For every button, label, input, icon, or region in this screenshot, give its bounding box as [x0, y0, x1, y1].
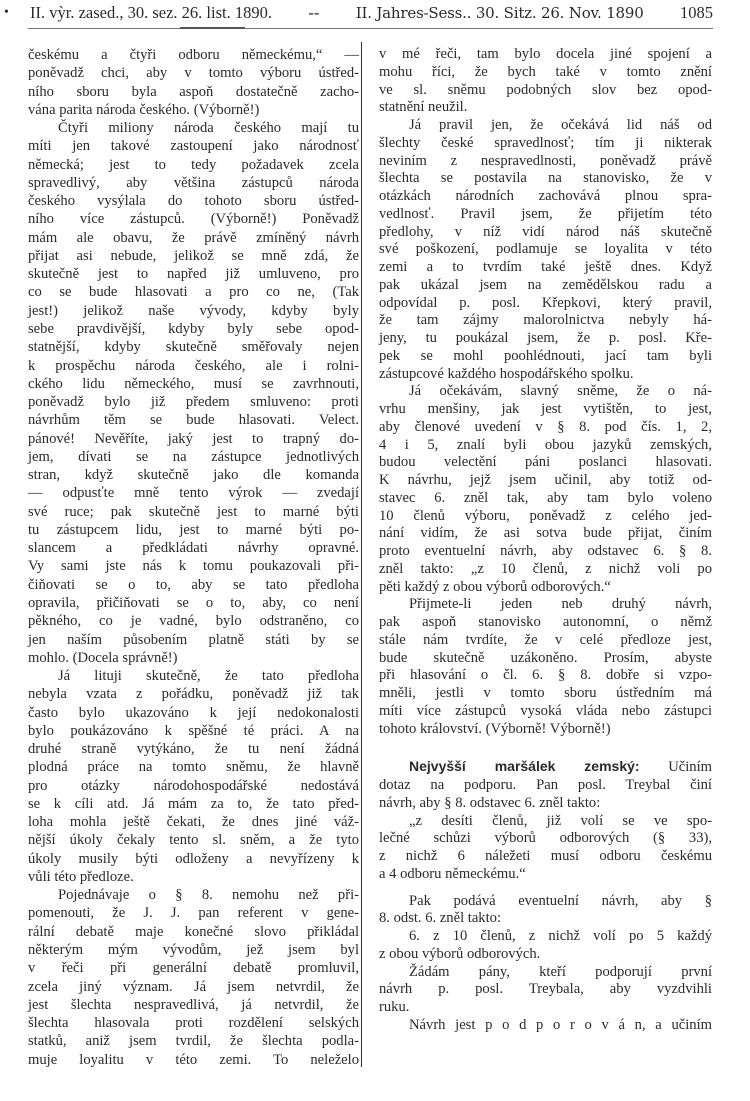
text-line: dotaz na podporu. Pan posl. Treybal činí	[379, 777, 712, 793]
right-column	[379, 46, 712, 1035]
text-line: často bylo ukazováno k její nedokonalosti	[28, 704, 359, 721]
text-line: zemi a to tvrdím také ještě dnes. Když	[379, 259, 712, 275]
text-line: stavec 6. zněl tak, aby tam bylo voleno	[379, 489, 712, 506]
text-line: pěkného, co je vadné, bylo odstraněno, co	[28, 613, 359, 630]
page-number: 1085	[679, 3, 713, 22]
text-line: 10 členů výboru, poněvadž z celého jed-	[379, 507, 712, 524]
text-line: své ruce; pak skutečně jest to marné býti	[28, 503, 359, 520]
text-line: nější úkoly čekaly tento sl. sněm, a že tyto	[28, 832, 359, 849]
text-line: a 4 odboru německému.“	[379, 865, 526, 882]
text-line: německá; jest to tedy požadavek zcela	[28, 156, 359, 173]
text-line: čiňovati se o to, aby se tato předloha	[28, 576, 359, 593]
text-line: odpovídal p. posl. Křepkovi, který pravil,	[379, 294, 712, 311]
column-divider	[361, 42, 362, 1067]
text-line: jem, dívati se na zástupce jednotlivých	[28, 448, 359, 465]
text-line: Pojednávaje o § 8. nemohu než při-	[58, 887, 359, 904]
text-line: pak ukázal jsem na zemědělskou radu a	[379, 276, 712, 293]
paragraph	[379, 46, 712, 117]
text-line: spravedlivý, aby většina zástupců národa	[28, 174, 359, 191]
text-line: nání vidím, že asi sotva bude přijat, činím	[379, 525, 712, 542]
text-line: šlechty české spravedlnosť; tím ji nikterak	[379, 134, 712, 151]
text-line: poněvadž chci, aby v tomto výboru ústřed-	[28, 65, 359, 82]
text-line: mněli, jestli v tomto sboru ústředním má	[379, 685, 712, 701]
text-line: jeny, tu poukázal jsem, že p. posl. Kře-	[379, 330, 712, 346]
text-line: tohoto království. (Výborně! Výborně!)	[379, 720, 611, 737]
text-line: Žádám pány, kteří podporují první	[409, 963, 712, 980]
text-line: Já lituji skutečně, že tato předloha	[58, 668, 359, 685]
text-line: šlechta hlasovala proti rozdělení selských	[28, 1015, 359, 1032]
text-line: vedlnosť. Pravil jsem, že přijetím této	[379, 205, 712, 222]
text-line: ckého lidu německého, musí se zavrhnouti,	[28, 375, 359, 392]
text-line: Já očekávám, slavný sněme, že o ná-	[409, 383, 712, 400]
margin-bullet: •	[4, 5, 9, 20]
paragraph	[28, 119, 359, 667]
text-line: Čtyři miliony národa českého mají tu	[58, 120, 359, 137]
text-line: zástupcové každého hospodářského spolku.	[379, 365, 634, 382]
text-line: poněvadž bylo již předem smluveno: proti	[28, 394, 359, 411]
paragraph	[28, 667, 359, 886]
header-czech: II. vỳr. zased., 30. sez. 26. list. 1890.	[30, 3, 272, 22]
paragraph	[379, 596, 712, 738]
text-line	[379, 758, 712, 777]
text-line: 8. odst. 6. zněl takto:	[379, 910, 502, 927]
text-line: se k cíli atd. Já mám za to, že tato před-	[28, 795, 359, 812]
paragraph	[379, 383, 712, 596]
text-line: mám ale obavu, že právě zmíněný návrh	[28, 229, 359, 246]
text-line: míti jen takové zastoupení jako národnosť	[28, 138, 359, 155]
text-line: pánové! Nevěříte, jaký jest to trapný do-	[28, 430, 359, 447]
text-line: plodná práce na tomto sněmu, že hlavně	[28, 759, 359, 776]
text-line: návrh p. posl. Treybala, aby vyzdvihli	[379, 981, 712, 998]
text-line: aby členové uvedení v § 8. pod čís. 1, 2,	[379, 418, 712, 435]
paragraph	[379, 964, 712, 1017]
text-line: pěti každý z obou výborů odborových.“	[379, 578, 611, 595]
text-line: zcela jiný význam. Já jsem netvrdil, že	[28, 978, 359, 995]
text-line: bude skutečně uzákoněno. Prosím, abyste	[379, 649, 712, 666]
text-line: stále nám tvrdíte, že v celé předloze jest,	[379, 631, 712, 648]
text-block	[379, 893, 712, 1035]
text-line: 6. z 10 členů, z nichž volí po 5 každý	[409, 928, 712, 944]
text-line: jest!) jelikož naše vývody, kdyby byly	[28, 302, 359, 319]
text-line: ruku.	[379, 999, 410, 1015]
text-line: proto eventuelní návrh, aby odstavec 6. § 8.	[379, 543, 712, 559]
paragraph	[379, 117, 712, 383]
text-line: co se bude hlasovati a pro co ne, (Tak	[28, 284, 359, 301]
text-block	[379, 46, 712, 738]
text-line: Pak podává eventuelní návrh, aby §	[409, 892, 712, 909]
text-line: mohlo. (Docela správně!)	[28, 649, 178, 666]
text-line: Přijmete-li jeden neb druhý návrh,	[409, 596, 712, 613]
header-separator: --	[308, 3, 320, 22]
text-line: statků, aniž jsem tvrdil, že šlechta podla-	[28, 1033, 359, 1050]
text-line: k prospěchu národa českého, ale i rolni-	[28, 357, 359, 374]
text-line: své poškození, podlamuje se loyalita v této	[379, 241, 712, 258]
text-line: jen naším působením platně státi by se	[28, 631, 359, 648]
text-line: lečné schůzi výborů odborových (§ 33),	[379, 830, 712, 847]
header-german: II. Jahres-Sess.. 30. Sitz. 26. Nov. 1890	[355, 4, 644, 22]
paragraph	[379, 893, 712, 929]
text-line: rální debatě maje konečné slovo přikládal	[28, 923, 359, 940]
text-line: statnění neužil.	[379, 99, 468, 116]
text-line: míti více zástupců vysoká vláda nebo zástupci	[379, 702, 712, 719]
text-line: nebyla vzata z pořádku, poněvadž již tak	[28, 686, 359, 703]
paragraph	[379, 928, 712, 964]
speaker-name: Nejvyšší maršálek zemský:	[409, 758, 640, 775]
text-line: neviním z nespravedlnosti, poněvadž právě	[379, 152, 712, 169]
text-line: v mé řeči, tam bylo docela jiné spojení a	[379, 46, 712, 62]
text-line: ního sboru byla aspoň dostatečně zacho-	[28, 83, 359, 100]
text-line: K návrhu, jejž jsem učinil, aby totiž od-	[379, 472, 712, 488]
text-line: přijat asi nebude, jelikož se mně zdá, že	[28, 247, 359, 264]
paragraph	[379, 813, 712, 884]
paragraph	[379, 758, 712, 812]
text-line: bylo poukázováno k spěšné té práci. A na	[28, 722, 359, 739]
text-line: mohu říci, že bych také v tomto znění	[379, 63, 712, 80]
text-line: opravila, přičiňovati se o to, aby, co není	[28, 594, 359, 611]
text-line: — odpusťte mně tento výrok — zvedají	[28, 485, 359, 502]
text-line: šlechta se postavila na stanovisko, že v	[379, 170, 712, 187]
text-block	[379, 758, 712, 883]
text-line: vána parita národa českého. (Výborně!)	[28, 101, 260, 118]
header-rule-ornament	[180, 27, 245, 29]
text-line: Vy sami jste nás k tomu poukazovali při-	[28, 558, 359, 575]
text-line: tu zástupcem lidu, jest to marné býti po-	[28, 521, 359, 538]
text-line: druhé straně vytýkáno, že tu není žádná	[28, 741, 359, 758]
text-line: návrh, aby § 8. odstavec 6. zněl takto:	[379, 794, 601, 811]
text-line: z obou výborů odborových.	[379, 945, 541, 962]
text-line: stran, když skutečně jako dle komanda	[28, 467, 359, 484]
text-line: ve sl. sněmu podobných slov bez opod-	[379, 81, 712, 98]
header-rule	[28, 28, 713, 29]
text-line: předlohy, v níž vidí národ náš skutečně	[379, 223, 712, 240]
paragraph	[28, 46, 359, 119]
text-line: pomenouti, že J. J. pan referent v gene-	[28, 905, 359, 922]
text-line: českému a čtyři odboru německému,“ —	[28, 47, 359, 63]
text-line: skutečně jest to napřed již umluveno, pro	[28, 266, 359, 283]
text-line: Návrh jest p o d p o r o v á n, a učiním	[409, 1016, 712, 1033]
paragraph	[379, 1017, 712, 1035]
text-line: loha mohla ještě čekati, že dnes jiné váž-	[28, 814, 359, 831]
running-header	[30, 3, 713, 25]
text-line: statnější, kdyby skutečně směřovaly nejen	[28, 339, 359, 356]
text-line: některým mým vývodům, jež jsem byl	[28, 942, 359, 959]
text-line: 4 i 5, znalí byli obou jazyků zemských,	[379, 436, 712, 453]
text-line: že tam zájmy malorolnictva nebyly há-	[379, 312, 712, 329]
speaker-text: Učiním	[639, 759, 712, 776]
text-line: jest šlechta nespravedlivá, já netvrdil, že	[28, 996, 359, 1013]
text-line: při hlasování o čl. 6. § 8. dobře si vzpo-	[379, 667, 712, 684]
text-line: muje loyalitu v této zemi. To neleželo	[28, 1051, 359, 1068]
text-line: otázkách národních zachovává plnou spra-	[379, 188, 712, 204]
text-line: sebe pravdivější, kdyby byly sebe opod-	[28, 320, 359, 337]
text-line: v řeči při generální debatě promluvil,	[28, 960, 359, 977]
text-block	[28, 46, 359, 1069]
text-line: budou velectění páni poslanci hlasovati.	[379, 454, 712, 471]
text-line: zněl takto: „z 10 členů, z nichž voli po	[379, 560, 712, 577]
text-line: pak aspoň stanovisko autonomní, o němž	[379, 614, 712, 630]
text-line: slancem a předkládati návrhy opravné.	[28, 540, 359, 557]
text-line: vůli této předloze.	[28, 868, 134, 885]
text-line: ního více zástupců. (Výborně!) Poněvadž	[28, 211, 359, 228]
text-line: úkoly musily býti odloženy a nevyřízeny k	[28, 850, 359, 867]
text-line: návrhům těm se bude hlasovati. Velect.	[28, 412, 359, 429]
text-line: českého vysýlala do tohoto sboru ústřed-	[28, 193, 359, 210]
text-line: pro otázky národohospodářské nedostává	[28, 777, 359, 794]
left-column	[28, 46, 359, 1069]
text-line: z nichž 6 náležeti musí odboru českému	[379, 848, 712, 864]
text-line: Já pravil jen, že očekává lid náš od	[409, 117, 712, 133]
paragraph	[28, 886, 359, 1069]
text-line: „z desíti členů, již volí se ve spo-	[409, 812, 712, 829]
text-line: vrhu menšiny, jak jest vytištěn, to jest,	[379, 401, 712, 417]
text-line: pek se mohl poohlédnouti, jací tam byli	[379, 347, 712, 364]
